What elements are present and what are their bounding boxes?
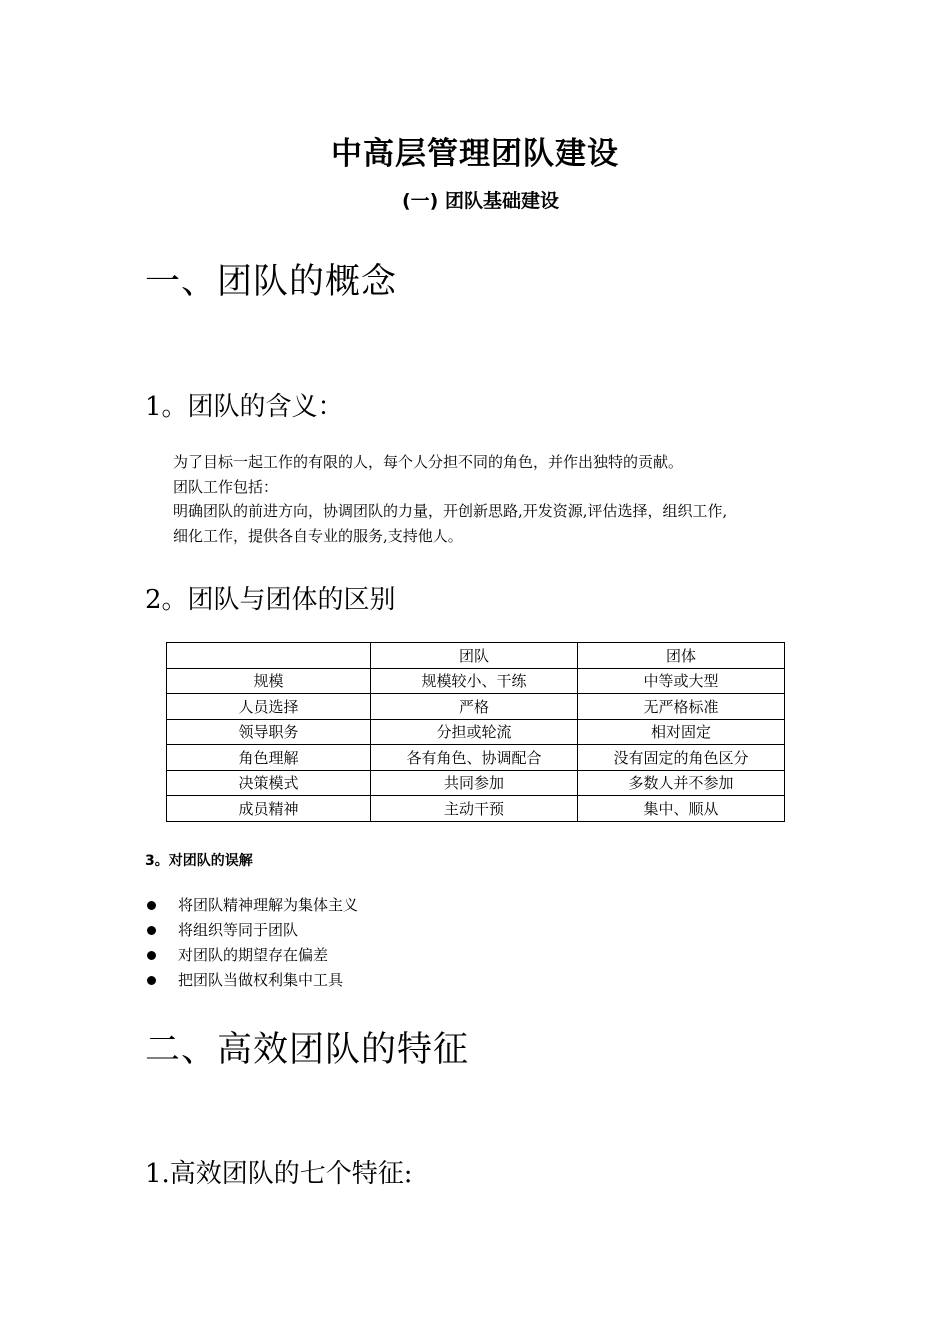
list-item [145, 968, 358, 993]
table-cell: 共同参加 [371, 770, 578, 796]
table-header-row [167, 643, 785, 669]
bullet-icon [147, 926, 156, 935]
table-cell: 没有固定的角色区分 [578, 745, 785, 771]
paragraph-line: 团队工作包括： [173, 477, 279, 496]
table-cell: 中等或大型 [578, 668, 785, 694]
table-cell: 分担或轮流 [371, 719, 578, 745]
section-heading-concept: 一、团队的概念 [145, 262, 398, 302]
table-cell: 规模 [167, 668, 371, 694]
paragraph-line: 明确团队的前进方向，协调团队的力量，开创新思路,开发资源,评估选择，组织工作, [173, 502, 728, 520]
bullet-icon [147, 976, 156, 985]
list-item [145, 943, 358, 968]
table-header-cell: 团体 [578, 643, 785, 669]
misunderstanding-list [145, 893, 358, 993]
bullet-icon [147, 951, 156, 960]
list-item-text: 将组织等同于团队 [178, 921, 299, 939]
list-item-text: 把团队当做权利集中工具 [178, 971, 344, 989]
bullet-icon [147, 901, 156, 910]
table-row [167, 694, 785, 720]
table-cell: 决策模式 [167, 770, 371, 796]
document-subtitle: (一) 团队基础建设 [402, 190, 559, 212]
table-cell: 主动干预 [371, 796, 578, 822]
table-cell: 严格 [371, 694, 578, 720]
table-row [167, 668, 785, 694]
table-row [167, 719, 785, 745]
subheading-misunderstanding: 3。对团队的误解 [145, 853, 253, 869]
table-cell: 人员选择 [167, 694, 371, 720]
list-item [145, 893, 358, 918]
table-cell: 角色理解 [167, 745, 371, 771]
table-cell: 成员精神 [167, 796, 371, 822]
list-item-text: 对团队的期望存在偏差 [178, 946, 329, 964]
subheading-difference: 2。团队与团体的区别 [145, 585, 396, 615]
table-row [167, 745, 785, 771]
list-item-text: 将团队精神理解为集体主义 [178, 896, 359, 914]
subheading-meaning: 1。团队的含义： [145, 392, 344, 422]
paragraph-line: 为了目标一起工作的有限的人，每个人分担不同的角色，并作出独特的贡献。 [173, 453, 684, 471]
table-row [167, 796, 785, 822]
table-header-cell: 团队 [371, 643, 578, 669]
table-cell: 规模较小、干练 [371, 668, 578, 694]
table-cell: 多数人并不参加 [578, 770, 785, 796]
table-cell: 各有角色、协调配合 [371, 745, 578, 771]
table-header-cell [167, 643, 371, 669]
table-row [167, 770, 785, 796]
meaning-paragraph [173, 450, 833, 548]
paragraph-line: 细化工作，提供各自专业的服务,支持他人。 [173, 526, 463, 545]
list-item [145, 918, 358, 943]
document-title: 中高层管理团队建设 [331, 136, 619, 172]
section-heading-features: 二、高效团队的特征 [145, 1030, 470, 1070]
subheading-seven-features: 1.高效团队的七个特征: [145, 1159, 413, 1189]
table-cell: 相对固定 [578, 719, 785, 745]
table-cell: 集中、顺从 [578, 796, 785, 822]
comparison-table [166, 642, 785, 822]
table-cell: 无严格标准 [578, 694, 785, 720]
table-cell: 领导职务 [167, 719, 371, 745]
